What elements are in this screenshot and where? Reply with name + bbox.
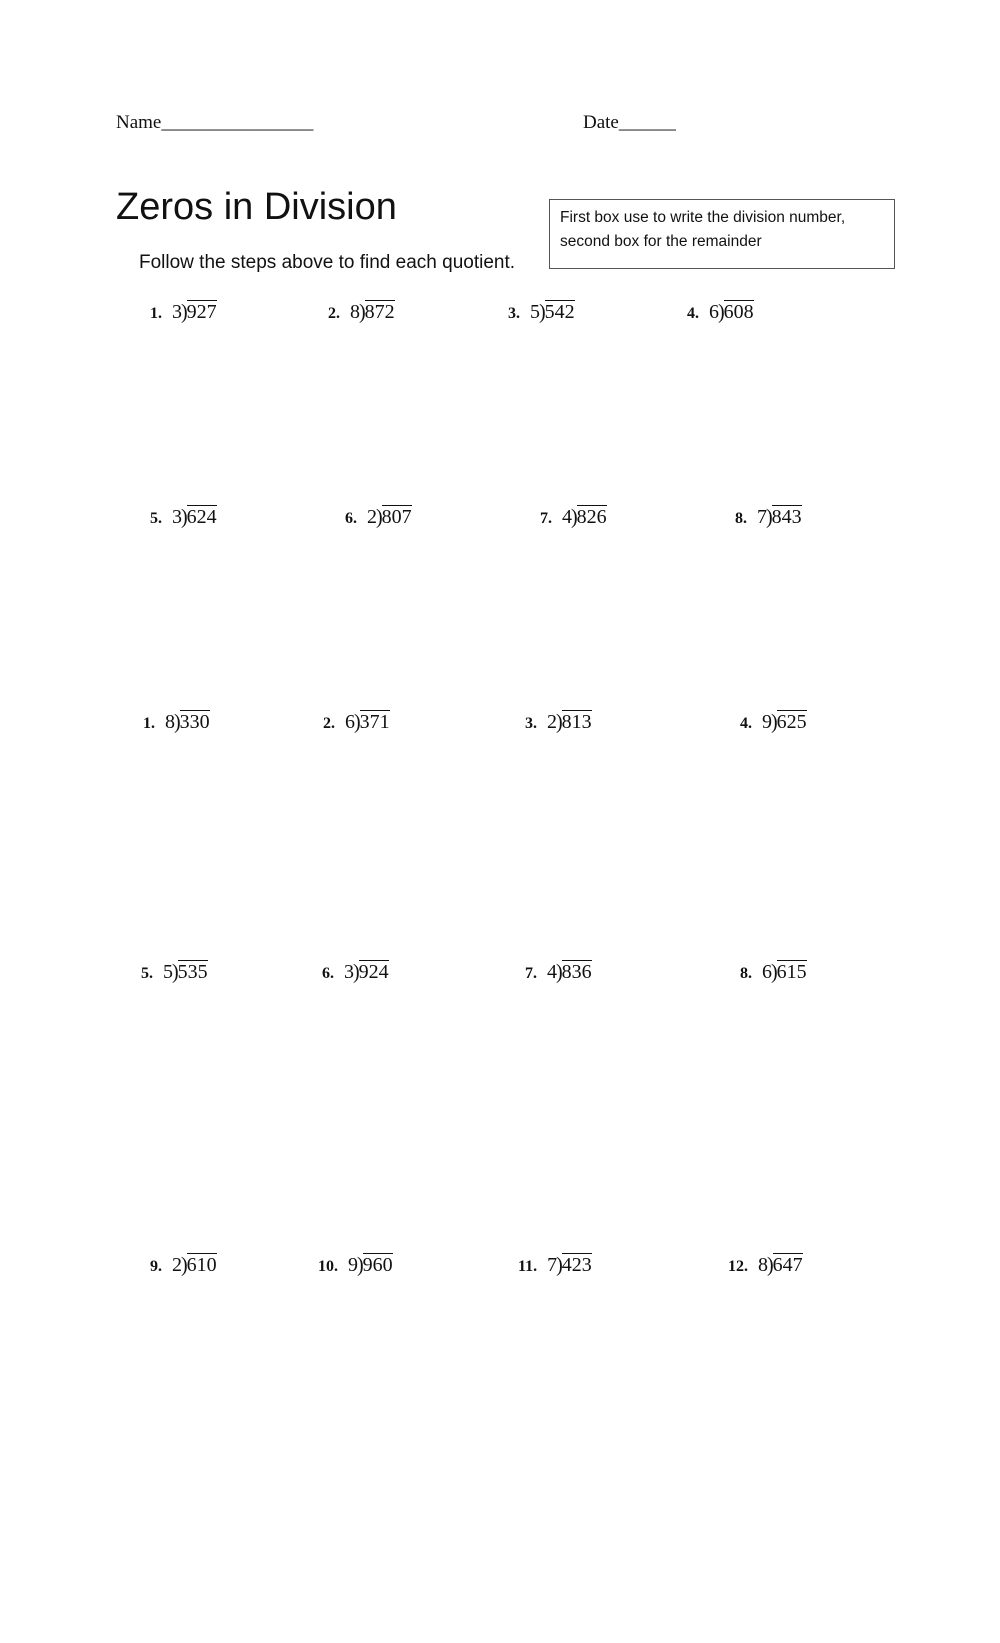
division-bracket-icon: )	[539, 300, 546, 324]
division-bracket-icon: )	[181, 300, 188, 324]
problem-number: 9.	[150, 1258, 162, 1275]
dividend: 647	[772, 1254, 803, 1276]
dividend: 813	[561, 711, 592, 733]
problem-number: 5.	[150, 510, 162, 527]
problem-number: 10.	[318, 1258, 338, 1275]
divisor: 6	[762, 961, 772, 983]
problem-number: 7.	[540, 510, 552, 527]
note-line-1: First box use to write the division number,	[560, 209, 846, 226]
divisor: 6	[709, 301, 719, 323]
division-problem	[740, 710, 807, 734]
divisor: 6	[345, 711, 355, 733]
division-problem	[345, 505, 412, 529]
problem-number: 6.	[345, 510, 357, 527]
dividend: 610	[186, 1254, 217, 1276]
divisor: 4	[547, 961, 557, 983]
division-problem	[150, 300, 217, 324]
dividend: 872	[364, 301, 395, 323]
division-bracket-icon: )	[766, 505, 773, 529]
divisor: 2	[172, 1254, 182, 1276]
dividend: 371	[359, 711, 390, 733]
division-problem	[322, 960, 389, 984]
division-problem	[508, 300, 575, 324]
divisor: 9	[348, 1254, 358, 1276]
dividend: 807	[381, 506, 412, 528]
problem-number: 7.	[525, 965, 537, 982]
divisor: 5	[530, 301, 540, 323]
date-field-label: Date______	[583, 112, 676, 133]
problem-number: 8.	[740, 965, 752, 982]
division-bracket-icon: )	[767, 1253, 774, 1277]
divisor: 5	[163, 961, 173, 983]
division-problem	[728, 1253, 803, 1277]
division-bracket-icon: )	[353, 960, 360, 984]
division-bracket-icon: )	[718, 300, 725, 324]
division-bracket-icon: )	[359, 300, 366, 324]
division-bracket-icon: )	[172, 960, 179, 984]
divisor: 2	[547, 711, 557, 733]
problem-number: 2.	[328, 305, 340, 322]
problem-number: 4.	[740, 715, 752, 732]
division-problem	[540, 505, 607, 529]
problem-number: 11.	[518, 1258, 538, 1275]
dividend: 927	[186, 301, 217, 323]
division-bracket-icon: )	[181, 505, 188, 529]
dividend: 615	[776, 961, 807, 983]
division-problem	[318, 1253, 393, 1277]
problem-number: 1.	[143, 715, 155, 732]
division-problem	[150, 1253, 217, 1277]
division-bracket-icon: )	[376, 505, 383, 529]
divisor: 3	[172, 506, 182, 528]
division-problem	[323, 710, 390, 734]
divisor: 3	[344, 961, 354, 983]
problem-number: 1.	[150, 305, 162, 322]
dividend: 608	[723, 301, 754, 323]
division-problem	[518, 1253, 592, 1277]
division-problem	[735, 505, 802, 529]
division-problem	[687, 300, 754, 324]
dividend: 836	[561, 961, 592, 983]
dividend: 960	[362, 1254, 393, 1276]
division-bracket-icon: )	[556, 710, 563, 734]
problem-number: 6.	[322, 965, 334, 982]
division-bracket-icon: )	[771, 960, 778, 984]
name-field-label: Name________________	[116, 112, 314, 133]
division-bracket-icon: )	[571, 505, 578, 529]
divisor: 9	[762, 711, 772, 733]
dividend: 542	[544, 301, 575, 323]
dividend: 624	[186, 506, 217, 528]
problem-number: 3.	[508, 305, 520, 322]
dividend: 625	[776, 711, 807, 733]
division-problem	[525, 710, 592, 734]
problem-number: 4.	[687, 305, 699, 322]
division-problem	[141, 960, 208, 984]
division-bracket-icon: )	[181, 1253, 188, 1277]
divisor: 2	[367, 506, 377, 528]
division-problem	[525, 960, 592, 984]
divisor: 7	[757, 506, 767, 528]
division-problem	[740, 960, 807, 984]
dividend: 843	[771, 506, 802, 528]
dividend: 535	[177, 961, 208, 983]
division-bracket-icon: )	[771, 710, 778, 734]
problem-number: 12.	[728, 1258, 748, 1275]
dividend: 924	[358, 961, 389, 983]
division-bracket-icon: )	[556, 960, 563, 984]
problem-number: 5.	[141, 965, 153, 982]
divisor: 3	[172, 301, 182, 323]
note-line-2: second box for the remainder	[560, 233, 762, 250]
dividend: 330	[179, 711, 210, 733]
divisor: 4	[562, 506, 572, 528]
instructions-text: Follow the steps above to find each quotient.	[139, 252, 516, 273]
division-bracket-icon: )	[357, 1253, 364, 1277]
problem-number: 2.	[323, 715, 335, 732]
problem-number: 3.	[525, 715, 537, 732]
dividend: 826	[576, 506, 607, 528]
note-box	[549, 199, 895, 269]
division-problem	[150, 505, 217, 529]
divisor: 7	[547, 1254, 558, 1276]
division-bracket-icon: )	[174, 710, 181, 734]
divisor: 8	[758, 1254, 768, 1276]
divisor: 8	[350, 301, 360, 323]
divisor: 8	[165, 711, 175, 733]
division-bracket-icon: )	[354, 710, 361, 734]
dividend: 423	[561, 1254, 592, 1276]
division-problem	[328, 300, 395, 324]
division-problem	[143, 710, 210, 734]
division-bracket-icon: )	[556, 1253, 563, 1277]
problem-number: 8.	[735, 510, 747, 527]
page-title: Zeros in Division	[116, 186, 397, 228]
